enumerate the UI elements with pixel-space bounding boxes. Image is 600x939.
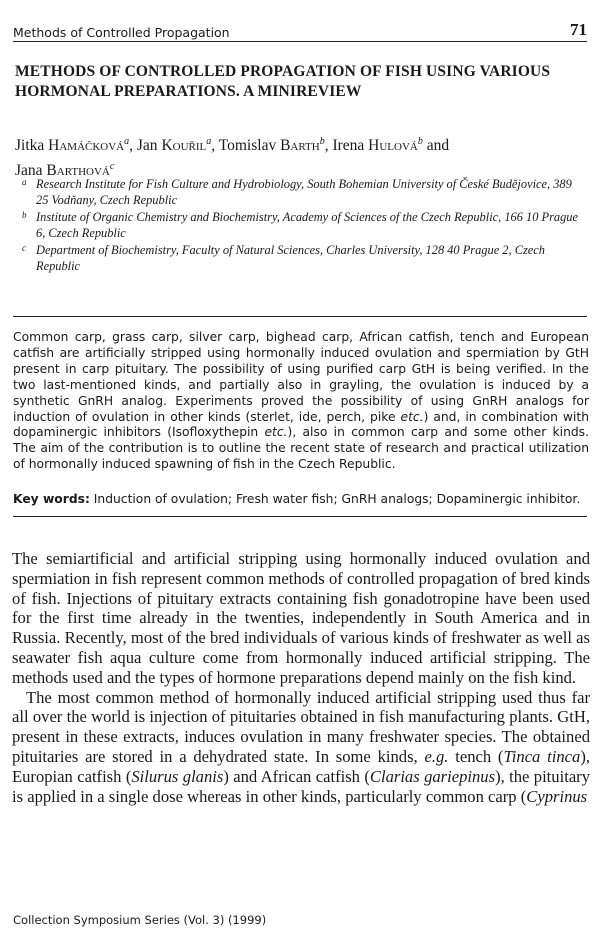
body-text-run: Clarias gariepinus xyxy=(369,766,496,786)
author-given-name: Tomislav xyxy=(218,137,281,155)
affiliation-text: Research Institute for Fish Culture and Hydrobiology, South Bohemian University of České Budějovice, 389 25 Vodňany, Czech Republic xyxy=(36,177,572,207)
author-family-name: Barth xyxy=(280,137,320,155)
body-text-run: Cyprinus xyxy=(526,786,588,806)
affiliations xyxy=(22,176,582,275)
abstract-text-run: etc. xyxy=(400,409,424,424)
author-separator: , xyxy=(324,137,333,155)
author-given-name: Jan xyxy=(136,137,162,155)
author-separator: , xyxy=(211,137,219,155)
abstract-rule-bottom xyxy=(13,516,587,517)
body-text-run: Tinca tinca xyxy=(503,746,581,766)
keywords xyxy=(13,491,589,507)
body-text-run: e.g. xyxy=(424,746,449,766)
running-title: Methods of Controlled Propagation xyxy=(13,25,230,40)
keywords-label: Key words: xyxy=(13,492,90,506)
body-paragraph xyxy=(12,688,590,807)
page-number: 71 xyxy=(570,20,587,39)
header-rule xyxy=(13,41,587,42)
author-family-name: Kouřil xyxy=(161,137,207,155)
author-affiliation-mark: c xyxy=(109,161,115,173)
author-given-name: Jitka xyxy=(15,137,49,155)
author-separator: and xyxy=(422,137,450,155)
body-text-run: ) and African catfish ( xyxy=(223,766,370,786)
author-family-name: Hulová xyxy=(368,137,418,155)
running-header xyxy=(13,14,587,40)
article-title: METHODS OF CONTROLLED PROPAGATION OF FISH USING VARIOUS HORMONAL PREPARATIONS. A MINIREVIEW xyxy=(15,63,551,100)
body-text-run: Silurus glanis xyxy=(131,766,224,786)
author-affiliation-mark: a xyxy=(124,136,130,147)
affiliation-mark: a xyxy=(22,177,27,187)
affiliation-mark: c xyxy=(22,243,26,253)
abstract-rule-top xyxy=(13,316,587,317)
author-affiliation-mark: b xyxy=(417,136,423,147)
abstract-text-run: ), also in common carp and some other kinds. The aim of the contribution is to outline the recent state of research and practical utilization of hormonally induced spawning of fish in the Czech Republic. xyxy=(13,425,589,472)
affiliation-item xyxy=(22,209,582,241)
body-text-run: ), Europian catfish ( xyxy=(12,746,590,786)
abstract xyxy=(13,330,589,473)
author-affiliation-mark: a xyxy=(206,136,212,147)
body-text-run: tench ( xyxy=(448,746,504,766)
author-family-name: Hamáčková xyxy=(48,137,125,155)
author-list xyxy=(15,131,585,181)
body-text-run: The semiartificial and artificial stripping using hormonally induced ovulation and spermiation in fish represent common methods of controlled propagation of bred kinds of fish. Injections of pituitary extracts containing fish gonadotropine have been used for the first time already in the twenties, independently in South America and in Russia. Recently, most of the bred individuals of various kinds of freshwater as well as seawater fish aqua culture come from hormonally induced artificial stripping. The methods used and the types of hormone preparations depend mainly on the fish kind. xyxy=(12,549,590,687)
author-given-name: Irena xyxy=(332,137,369,155)
body-text-run: ), the pituitary is applied in a single dose whereas in other kinds, particularly common carp ( xyxy=(12,766,591,806)
author-given-name: Jana xyxy=(15,162,47,180)
abstract-text-run: etc. xyxy=(264,425,288,440)
body-text-run: The most common method of hormonally induced artificial stripping used thus far all over the world is injection of pituitaries obtained in fish manufacturing plants. GtH, present in these extracts, induces ovulation in many freshwater species. The obtained pituitaries are stored in a dehydrated state. In some kinds, xyxy=(12,687,590,766)
affiliation-mark: b xyxy=(22,210,27,220)
abstract-text-run: ) and, in combination with dopaminergic inhibitors (Isofloxythepin xyxy=(13,409,589,440)
affiliation-item xyxy=(22,242,582,274)
author-separator: , xyxy=(129,137,137,155)
body-paragraph xyxy=(12,549,590,688)
keywords-text: Induction of ovulation; Fresh water fish; GnRH analogs; Dopaminergic inhibitor. xyxy=(89,492,581,506)
footer-citation: Collection Symposium Series (Vol. 3) (1999) xyxy=(13,913,267,927)
author-affiliation-mark: b xyxy=(319,136,325,147)
affiliation-text: Department of Biochemistry, Faculty of Natural Sciences, Charles University, 128 40 Prague 2, Czech Republic xyxy=(36,243,545,273)
author-family-name: Barthová xyxy=(46,162,110,180)
affiliation-item xyxy=(22,176,582,208)
abstract-text-run: Common carp, grass carp, silver carp, bighead carp, African catfish, tench and European catfish are artificially stripped using hormonally induced ovulation and spermiation by GtH present in carp pituitary. The possibility of using purified carp GtH is being verified. In the two last-mentioned kinds, and partially also in grayling, the ovulation is induced by a synthetic GnRH analog. Experiments proved the possibility of using GnRH analogs for induction of ovulation in other kinds (sterlet, ide, perch, pike xyxy=(13,330,589,424)
affiliation-text: Institute of Organic Chemistry and Biochemistry, Academy of Sciences of the Czech Republic, 166 10 Prague 6, Czech Republic xyxy=(36,210,578,240)
body-text xyxy=(12,549,590,806)
